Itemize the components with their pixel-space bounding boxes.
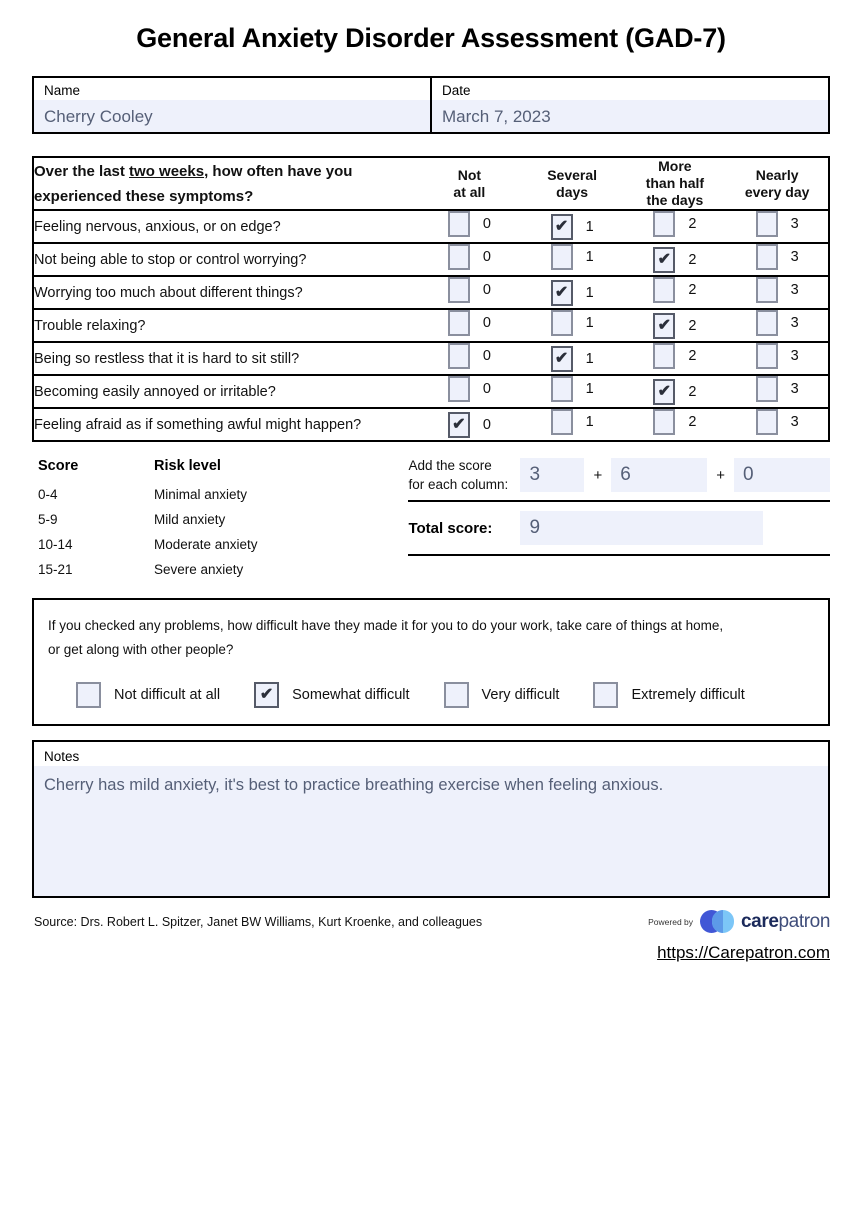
table-row xyxy=(33,342,829,375)
difficulty-option-1[interactable] xyxy=(254,682,409,708)
answer-cell-q7-score2[interactable] xyxy=(624,408,727,441)
answer-option xyxy=(448,412,491,438)
answer-score-value: 2 xyxy=(688,383,697,400)
difficulty-question xyxy=(48,614,814,662)
prompt-emphasis: two weeks xyxy=(129,162,205,180)
date-input[interactable]: March 7, 2023 xyxy=(432,100,828,132)
answer-option xyxy=(653,247,696,273)
answer-option xyxy=(448,343,491,369)
checkbox-icon[interactable] xyxy=(448,376,470,402)
risk-header-level: Risk level xyxy=(154,458,221,474)
difficulty-option-0[interactable] xyxy=(76,682,220,708)
wordmark-bold: care xyxy=(741,910,779,932)
answer-cell-q6-score2[interactable] xyxy=(624,375,727,408)
answer-option xyxy=(756,310,799,336)
checkbox-icon[interactable] xyxy=(756,211,778,237)
notes-section xyxy=(32,740,830,898)
answer-score-value: 3 xyxy=(790,381,799,397)
risk-row xyxy=(36,482,408,507)
question-text: Becoming easily annoyed or irritable? xyxy=(34,383,276,400)
answer-option xyxy=(756,244,799,270)
answer-option xyxy=(551,346,594,372)
brand-row xyxy=(648,909,830,934)
questions-table xyxy=(32,156,830,442)
answer-option xyxy=(448,376,491,402)
check-icon: ✔ xyxy=(657,250,672,268)
risk-score-range: 10-14 xyxy=(38,537,73,552)
check-icon: ✔ xyxy=(452,415,466,433)
question-text: Not being able to stop or control worrying? xyxy=(34,251,307,268)
checkbox-icon[interactable] xyxy=(448,277,470,303)
answer-score-value: 0 xyxy=(482,282,491,298)
answer-cell-q7-score1[interactable] xyxy=(521,408,624,441)
question-text: Trouble relaxing? xyxy=(34,317,146,334)
answer-score-value: 3 xyxy=(790,249,799,265)
risk-header-score: Score xyxy=(38,458,79,474)
answer-option xyxy=(756,409,799,435)
column-header-line: than half xyxy=(645,175,705,191)
add-score-label xyxy=(408,456,520,494)
check-icon: ✔ xyxy=(554,283,569,301)
notes-label: Notes xyxy=(44,749,80,764)
answer-option xyxy=(551,376,594,402)
add-score-label-line1: Add the score xyxy=(408,458,492,473)
answer-cell-q2-score1[interactable] xyxy=(521,243,624,276)
answer-score-value: 1 xyxy=(585,284,594,301)
answer-cell-q6-score0[interactable] xyxy=(418,375,521,408)
answer-cell-q5-score1[interactable] xyxy=(521,342,624,375)
checkbox-icon[interactable] xyxy=(653,277,675,303)
date-field-group xyxy=(430,78,828,132)
risk-row xyxy=(36,507,408,532)
checkbox-icon[interactable] xyxy=(756,376,778,402)
checkbox-icon[interactable] xyxy=(551,409,573,435)
score-calculator xyxy=(408,454,830,582)
checkbox-checked-icon[interactable] xyxy=(653,247,675,273)
checkbox-icon[interactable] xyxy=(756,343,778,369)
check-icon: ✔ xyxy=(554,349,569,367)
question-text: Feeling nervous, anxious, or on edge? xyxy=(34,218,281,235)
difficulty-section xyxy=(32,598,830,726)
answer-score-value: 1 xyxy=(585,414,594,430)
checkbox-icon[interactable] xyxy=(551,376,573,402)
question-text: Being so restless that it is hard to sit still? xyxy=(34,350,300,367)
checkbox-icon[interactable] xyxy=(76,682,101,708)
answer-cell-q1-score3[interactable] xyxy=(726,210,829,243)
risk-level-label: Minimal anxiety xyxy=(154,487,248,502)
difficulty-question-line2: or get along with other people? xyxy=(48,642,234,657)
checkbox-checked-icon[interactable] xyxy=(448,412,470,438)
answer-score-value: 3 xyxy=(790,414,799,430)
answer-cell-q1-score1[interactable] xyxy=(521,210,624,243)
column-header-line: Not xyxy=(457,166,482,183)
checkbox-icon[interactable] xyxy=(756,409,778,435)
answer-score-value: 0 xyxy=(482,315,491,331)
column-1-input[interactable]: 3 xyxy=(520,458,584,492)
column-header-2 xyxy=(624,157,727,210)
answer-option xyxy=(448,211,491,237)
answer-score-value: 1 xyxy=(585,249,594,265)
answer-score-value: 2 xyxy=(688,317,697,334)
date-label: Date xyxy=(442,83,471,98)
column-sum-row xyxy=(408,456,830,500)
name-label: Name xyxy=(44,83,81,98)
difficulty-option-3[interactable] xyxy=(593,682,744,708)
question-text: Worrying too much about different things? xyxy=(34,284,303,301)
table-row xyxy=(33,375,829,408)
difficulty-option-label: Very difficult xyxy=(481,687,560,703)
answer-cell-q1-score0[interactable] xyxy=(418,210,521,243)
risk-row xyxy=(36,557,408,582)
powered-by-label: Powered by xyxy=(648,916,694,927)
column-header-line: More xyxy=(658,158,692,174)
plus-sign-1: + xyxy=(593,466,603,484)
answer-cell-q3-score0[interactable] xyxy=(418,276,521,309)
column-header-1 xyxy=(521,157,624,210)
risk-score-range: 0-4 xyxy=(38,487,58,502)
difficulty-options xyxy=(48,662,814,708)
source-credit: Source: Drs. Robert L. Spitzer, Janet BW Williams, Kurt Kroenke, and colleagues xyxy=(34,915,483,929)
answer-option xyxy=(653,277,696,303)
questions-prompt: Over the last two weeks, how often have you experienced these symptoms? xyxy=(34,162,353,205)
checkbox-checked-icon[interactable] xyxy=(653,313,675,339)
answer-cell-q7-score0[interactable] xyxy=(418,408,521,441)
checkbox-icon[interactable] xyxy=(593,682,618,708)
difficulty-option-label: Extremely difficult xyxy=(631,687,745,703)
checkbox-icon[interactable] xyxy=(756,310,778,336)
column-header-line: days xyxy=(556,183,589,200)
answer-score-value: 0 xyxy=(482,416,491,433)
answer-option xyxy=(551,214,594,240)
name-field-group xyxy=(34,78,430,132)
checkbox-icon[interactable] xyxy=(551,310,573,336)
risk-level-label: Moderate anxiety xyxy=(154,537,258,552)
answer-cell-q3-score3[interactable] xyxy=(726,276,829,309)
answer-score-value: 2 xyxy=(688,414,697,430)
answer-cell-q4-score2[interactable] xyxy=(624,309,727,342)
answer-score-value: 3 xyxy=(790,315,799,331)
column-header-3 xyxy=(726,157,829,210)
answer-score-value: 2 xyxy=(688,251,697,268)
risk-score-range: 5-9 xyxy=(38,512,58,527)
brand-block xyxy=(648,909,830,963)
table-row xyxy=(33,309,829,342)
checkbox-icon[interactable] xyxy=(444,682,469,708)
checkbox-checked-icon[interactable] xyxy=(551,280,573,306)
checkbox-icon[interactable] xyxy=(653,409,675,435)
table-row xyxy=(33,276,829,309)
footer xyxy=(32,909,830,969)
answer-cell-q3-score1[interactable] xyxy=(521,276,624,309)
answer-cell-q5-score0[interactable] xyxy=(418,342,521,375)
answer-option xyxy=(551,280,594,306)
table-row xyxy=(33,408,829,441)
answer-score-value: 1 xyxy=(585,350,594,367)
answer-option xyxy=(756,277,799,303)
total-score-row xyxy=(408,502,830,554)
checkbox-icon[interactable] xyxy=(756,244,778,270)
checkbox-icon[interactable] xyxy=(448,343,470,369)
answer-option xyxy=(653,343,696,369)
add-score-label-line2: for each column: xyxy=(408,477,509,492)
answer-score-value: 2 xyxy=(688,348,697,364)
risk-row xyxy=(36,532,408,557)
answer-cell-q2-score3[interactable] xyxy=(726,243,829,276)
risk-level-table xyxy=(32,454,408,582)
check-icon: ✔ xyxy=(259,686,274,703)
name-input[interactable]: Cherry Cooley xyxy=(34,100,430,132)
answer-option xyxy=(653,379,696,405)
answer-option xyxy=(653,211,696,237)
risk-level-label: Severe anxiety xyxy=(154,562,244,577)
notes-textarea[interactable]: Cherry has mild anxiety, it's best to practice breathing exercise when feeling anxious. xyxy=(34,766,828,896)
column-3-input[interactable]: 0 xyxy=(734,458,830,492)
answer-option xyxy=(448,244,491,270)
difficulty-option-2[interactable] xyxy=(444,682,560,708)
answer-cell-q1-score2[interactable] xyxy=(624,210,727,243)
check-icon: ✔ xyxy=(554,217,569,235)
difficulty-option-label: Somewhat difficult xyxy=(292,687,410,703)
carepatron-url-link[interactable]: https://Carepatron.com xyxy=(657,943,830,962)
answer-cell-q6-score1[interactable] xyxy=(521,375,624,408)
checkbox-icon[interactable] xyxy=(448,211,470,237)
divider-below-total xyxy=(408,554,830,556)
answer-cell-q2-score2[interactable] xyxy=(624,243,727,276)
difficulty-question-line1: If you checked any problems, how difficult have they made it for you to do your work, take care of things at home, xyxy=(48,618,724,633)
answer-option xyxy=(551,244,594,270)
check-icon: ✔ xyxy=(657,316,672,334)
answer-option xyxy=(756,211,799,237)
column-header-line: every day xyxy=(744,183,810,200)
checkbox-icon[interactable] xyxy=(448,244,470,270)
wordmark-light: patron xyxy=(778,910,830,932)
answer-score-value: 0 xyxy=(482,216,491,232)
answer-option xyxy=(756,376,799,402)
answer-cell-q4-score3[interactable] xyxy=(726,309,829,342)
answer-cell-q5-score3[interactable] xyxy=(726,342,829,375)
column-header-line: the days xyxy=(646,192,704,208)
answer-score-value: 1 xyxy=(585,218,594,235)
answer-score-value: 3 xyxy=(790,216,799,232)
checkbox-icon[interactable] xyxy=(756,277,778,303)
checkbox-checked-icon[interactable] xyxy=(551,214,573,240)
column-header-line: Several xyxy=(547,166,598,183)
column-header-0 xyxy=(418,157,521,210)
answer-score-value: 1 xyxy=(585,315,594,331)
answer-cell-q6-score3[interactable] xyxy=(726,375,829,408)
risk-score-range: 15-21 xyxy=(38,562,73,577)
checkbox-checked-icon[interactable] xyxy=(254,682,279,708)
answer-score-value: 0 xyxy=(482,249,491,265)
answer-score-value: 3 xyxy=(790,282,799,298)
answer-option xyxy=(448,277,491,303)
page-title: General Anxiety Disorder Assessment (GAD-7) xyxy=(136,23,726,53)
checkbox-icon[interactable] xyxy=(653,211,675,237)
checkbox-checked-icon[interactable] xyxy=(653,379,675,405)
answer-option xyxy=(653,409,696,435)
question-text: Feeling afraid as if something awful might happen? xyxy=(34,416,362,433)
table-row xyxy=(33,243,829,276)
table-row xyxy=(33,210,829,243)
score-block xyxy=(32,454,830,582)
carepatron-wordmark xyxy=(741,911,830,933)
answer-score-value: 1 xyxy=(585,381,594,397)
answer-cell-q4-score0[interactable] xyxy=(418,309,521,342)
checkbox-icon[interactable] xyxy=(448,310,470,336)
answer-score-value: 0 xyxy=(482,348,491,364)
checkbox-icon[interactable] xyxy=(551,244,573,270)
answer-cell-q4-score1[interactable] xyxy=(521,309,624,342)
checkbox-checked-icon[interactable] xyxy=(551,346,573,372)
answer-option xyxy=(448,310,491,336)
answer-cell-q2-score0[interactable] xyxy=(418,243,521,276)
carepatron-logo-icon xyxy=(700,909,734,934)
checkbox-icon[interactable] xyxy=(653,343,675,369)
answer-cell-q3-score2[interactable] xyxy=(624,276,727,309)
total-score-label: Total score: xyxy=(408,519,493,537)
answer-score-value: 2 xyxy=(688,216,697,232)
check-icon: ✔ xyxy=(657,382,672,400)
column-2-input[interactable]: 6 xyxy=(611,458,707,492)
difficulty-option-label: Not difficult at all xyxy=(114,687,221,703)
plus-sign-2: + xyxy=(716,466,725,484)
column-header-line: Nearly xyxy=(755,166,799,183)
answer-option xyxy=(756,343,799,369)
answer-option xyxy=(551,409,594,435)
answer-score-value: 0 xyxy=(482,381,491,397)
answer-cell-q5-score2[interactable] xyxy=(624,342,727,375)
column-header-line: at all xyxy=(453,183,486,200)
total-score-input[interactable]: 9 xyxy=(520,511,763,545)
identity-row xyxy=(32,76,830,134)
answer-cell-q7-score3[interactable] xyxy=(726,408,829,441)
risk-level-label: Mild anxiety xyxy=(154,512,226,527)
answer-option xyxy=(653,313,696,339)
questions-table-header-row xyxy=(33,157,829,210)
answer-score-value: 2 xyxy=(688,282,697,298)
answer-score-value: 3 xyxy=(790,348,799,364)
answer-option xyxy=(551,310,594,336)
